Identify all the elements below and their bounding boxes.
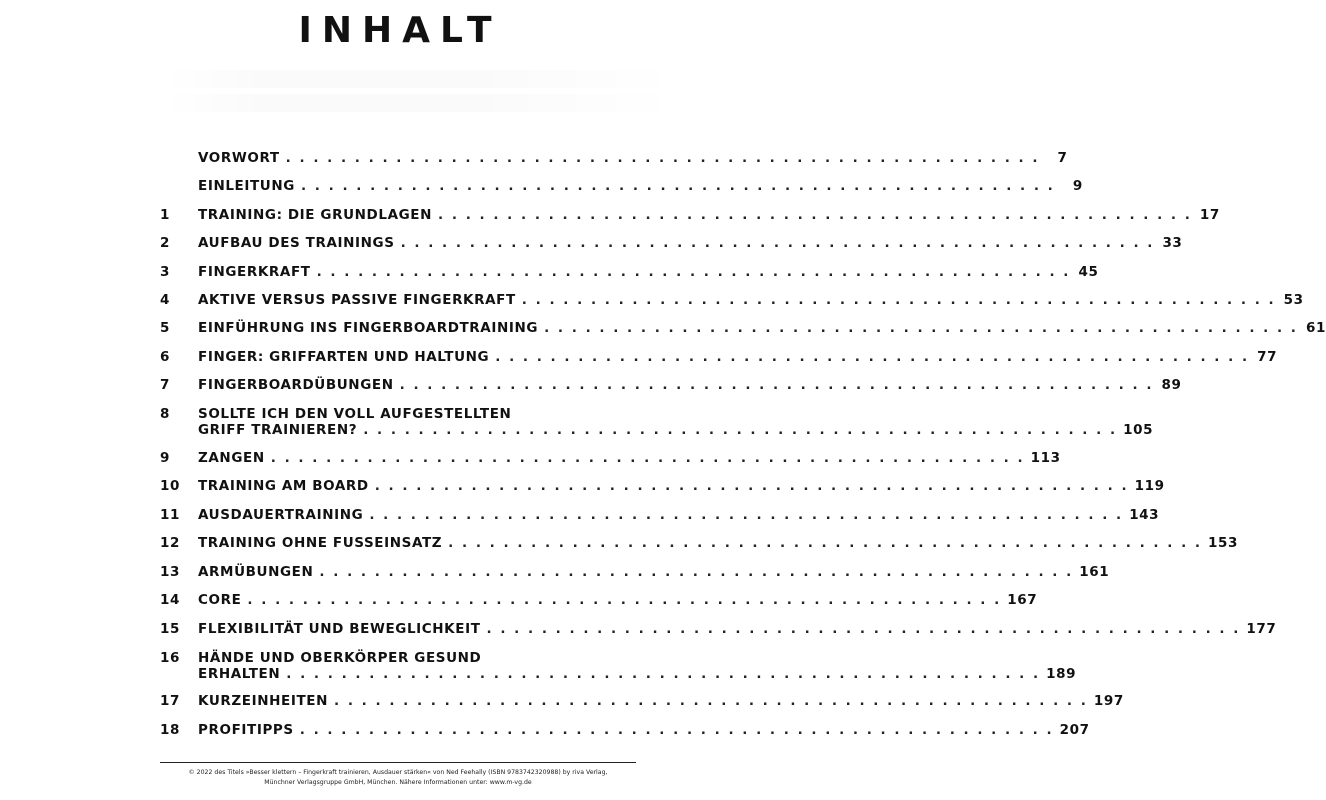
- toc-row: [198, 507, 1160, 523]
- page-number: 143: [1129, 507, 1160, 523]
- page-number: 113: [1030, 450, 1061, 466]
- chapter-title: FLEXIBILITÄT UND BEWEGLICHKEIT: [198, 621, 481, 637]
- toc-row: [198, 621, 1277, 637]
- dot-leader: . . . . . . . . . . . . . . . . . . . . . . . . . . . . . . . . . . . . . . . . . . . . . . . . . . . . . . .: [286, 666, 1041, 682]
- page-number: 189: [1046, 666, 1077, 682]
- page-number: 53: [1283, 292, 1304, 308]
- dot-leader: . . . . . . . . . . . . . . . . . . . . . . . . . . . . . . . . . . . . . . . . . . . . . . . . . . . . . . .: [285, 150, 1040, 166]
- chapter-number: 10: [160, 478, 180, 494]
- chapter-title: GRIFF TRAINIEREN?: [198, 422, 358, 438]
- toc-entry: [160, 235, 1183, 251]
- page-number: 177: [1246, 621, 1277, 637]
- toc-entry: [160, 621, 1277, 637]
- dot-leader: . . . . . . . . . . . . . . . . . . . . . . . . . . . . . . . . . . . . . . . . . . . . . . . . . . . . . . .: [399, 377, 1154, 393]
- chapter-title: CORE: [198, 592, 242, 608]
- page-number: 61: [1305, 320, 1326, 336]
- toc-row: [198, 535, 1239, 551]
- chapter-number: 6: [160, 349, 170, 365]
- chapter-number: 17: [160, 693, 180, 709]
- chapter-title-line-1: HÄNDE UND OBERKÖRPER GESUND: [198, 650, 482, 666]
- chapter-number: 5: [160, 320, 170, 336]
- toc-row: [198, 722, 1090, 738]
- chapter-title: TRAINING AM BOARD: [198, 478, 369, 494]
- toc-entry: [160, 478, 1165, 494]
- page-number: 77: [1257, 349, 1278, 365]
- toc-entry: [160, 507, 1160, 523]
- dot-leader: . . . . . . . . . . . . . . . . . . . . . . . . . . . . . . . . . . . . . . . . . . . . . . . . . . . . . . .: [334, 693, 1088, 709]
- dot-leader: . . . . . . . . . . . . . . . . . . . . . . . . . . . . . . . . . . . . . . . . . . . . . . . . . . . . . . .: [299, 722, 1054, 738]
- toc-row: [198, 666, 1077, 682]
- chapter-number: 12: [160, 535, 180, 551]
- page-number: 153: [1208, 535, 1239, 551]
- chapter-number: 14: [160, 592, 180, 608]
- toc-row: [198, 564, 1110, 580]
- toc-row: [198, 377, 1182, 393]
- page-number: 89: [1161, 377, 1182, 393]
- page-number: 17: [1199, 207, 1220, 223]
- copyright-line-1: © 2022 des Titels »Besser klettern – Fingerkraft trainieren, Ausdauer stärken« von Ned Feehally (ISBN 9783742320988) by riva Verlag,: [188, 769, 608, 776]
- toc-row: [198, 693, 1124, 709]
- chapter-number: 9: [160, 450, 170, 466]
- dot-leader: . . . . . . . . . . . . . . . . . . . . . . . . . . . . . . . . . . . . . . . . . . . . . . . . . . . . . . .: [270, 450, 1025, 466]
- dot-leader: . . . . . . . . . . . . . . . . . . . . . . . . . . . . . . . . . . . . . . . . . . . . . . . . . . . . . . .: [319, 564, 1074, 580]
- chapter-number: 3: [160, 264, 170, 280]
- chapter-number: 16: [160, 650, 180, 666]
- toc-entry: [160, 178, 1083, 194]
- page-number: 207: [1059, 722, 1090, 738]
- toc-entry: [160, 264, 1099, 280]
- chapter-title: ZANGEN: [198, 450, 265, 466]
- page-number: 33: [1162, 235, 1183, 251]
- toc-entry: [160, 406, 1154, 438]
- toc-entry: [160, 650, 1077, 682]
- toc-row: [198, 207, 1220, 223]
- chapter-number: 18: [160, 722, 180, 738]
- chapter-number: 1: [160, 207, 170, 223]
- dot-leader: . . . . . . . . . . . . . . . . . . . . . . . . . . . . . . . . . . . . . . . . . . . . . . . . . . . . . . .: [521, 292, 1276, 308]
- toc-row: [198, 592, 1038, 608]
- dot-leader: . . . . . . . . . . . . . . . . . . . . . . . . . . . . . . . . . . . . . . . . . . . . . . . . . . . . . . .: [486, 621, 1241, 637]
- page-title: INHALT: [298, 10, 502, 51]
- toc-row: [198, 264, 1099, 280]
- chapter-title: FINGER: GRIFFARTEN UND HALTUNG: [198, 349, 490, 365]
- toc-row: [198, 235, 1183, 251]
- chapter-number: 15: [160, 621, 180, 637]
- chapter-title: TRAINING OHNE FUSSEINSATZ: [198, 535, 443, 551]
- dot-leader: . . . . . . . . . . . . . . . . . . . . . . . . . . . . . . . . . . . . . . . . . . . . . . . . . . . . . . .: [448, 535, 1203, 551]
- dot-leader: . . . . . . . . . . . . . . . . . . . . . . . . . . . . . . . . . . . . . . . . . . . . . . . . . . . . . . .: [495, 349, 1250, 365]
- toc-row: [198, 450, 1061, 466]
- dot-leader: . . . . . . . . . . . . . . . . . . . . . . . . . . . . . . . . . . . . . . . . . . . . . . . . . . . . . . .: [400, 235, 1155, 251]
- toc-entry: [160, 320, 1326, 336]
- chapter-title: FINGERBOARDÜBUNGEN: [198, 377, 394, 393]
- page-number: 45: [1078, 264, 1099, 280]
- toc-row: [198, 478, 1165, 494]
- toc-row: [198, 422, 1154, 438]
- chapter-title: KURZEINHEITEN: [198, 693, 328, 709]
- chapter-title: TRAINING: DIE GRUNDLAGEN: [198, 207, 433, 223]
- dot-leader: . . . . . . . . . . . . . . . . . . . . . . . . . . . . . . . . . . . . . . . . . . . . . . . . . . . . . . .: [300, 178, 1055, 194]
- dot-leader: . . . . . . . . . . . . . . . . . . . . . . . . . . . . . . . . . . . . . . . . . . . . . . . . . . . . . . .: [247, 592, 1002, 608]
- copyright-line-2: Münchner Verlagsgruppe GmbH, München. Nähere Informationen unter: www.m-vg.de: [264, 779, 532, 786]
- toc-row: [198, 292, 1304, 308]
- page-number: 105: [1123, 422, 1154, 438]
- toc-row: [198, 150, 1068, 166]
- copyright-footer: [160, 768, 636, 788]
- dot-leader: . . . . . . . . . . . . . . . . . . . . . . . . . . . . . . . . . . . . . . . . . . . . . . . . . . . . . . .: [374, 478, 1129, 494]
- page-number: 7: [1057, 150, 1068, 166]
- page-number: 9: [1072, 178, 1083, 194]
- chapter-number: 2: [160, 235, 170, 251]
- toc-entry: [160, 377, 1182, 393]
- chapter-title: ERHALTEN: [198, 666, 281, 682]
- chapter-title: EINLEITUNG: [198, 178, 295, 194]
- toc-entry: [160, 450, 1061, 466]
- dot-leader: . . . . . . . . . . . . . . . . . . . . . . . . . . . . . . . . . . . . . . . . . . . . . . . . . . . . . . .: [544, 320, 1298, 336]
- dot-leader: . . . . . . . . . . . . . . . . . . . . . . . . . . . . . . . . . . . . . . . . . . . . . . . . . . . . . . .: [369, 507, 1124, 523]
- toc-entry: [160, 207, 1220, 223]
- toc-entry: [160, 150, 1068, 166]
- chapter-number: 7: [160, 377, 170, 393]
- chapter-title: AKTIVE VERSUS PASSIVE FINGERKRAFT: [198, 292, 516, 308]
- dot-leader: . . . . . . . . . . . . . . . . . . . . . . . . . . . . . . . . . . . . . . . . . . . . . . . . . . . . . . .: [363, 422, 1118, 438]
- chapter-title: FINGERKRAFT: [198, 264, 311, 280]
- dot-leader: . . . . . . . . . . . . . . . . . . . . . . . . . . . . . . . . . . . . . . . . . . . . . . . . . . . . . . .: [316, 264, 1071, 280]
- chapter-title: PROFITIPPS: [198, 722, 294, 738]
- dot-leader: . . . . . . . . . . . . . . . . . . . . . . . . . . . . . . . . . . . . . . . . . . . . . . . . . . . . . . .: [438, 207, 1192, 223]
- toc-row: [198, 349, 1278, 365]
- chapter-title: EINFÜHRUNG INS FINGERBOARDTRAINING: [198, 320, 539, 336]
- toc-row: [198, 320, 1326, 336]
- chapter-title-line-1: SOLLTE ICH DEN VOLL AUFGESTELLTEN: [198, 406, 512, 422]
- chapter-number: 4: [160, 292, 170, 308]
- chapter-title: AUSDAUERTRAINING: [198, 507, 364, 523]
- page-number: 161: [1079, 564, 1110, 580]
- toc-entry: [160, 349, 1278, 365]
- toc-entry: [160, 693, 1124, 709]
- footer-divider: [160, 762, 636, 763]
- toc-row: [198, 178, 1083, 194]
- chapter-title: AUFBAU DES TRAININGS: [198, 235, 395, 251]
- toc-entry: [160, 564, 1110, 580]
- toc-entry: [160, 722, 1090, 738]
- toc-entry: [160, 592, 1038, 608]
- chapter-title: VORWORT: [198, 150, 280, 166]
- chapter-number: 11: [160, 507, 180, 523]
- page-number: 197: [1093, 693, 1124, 709]
- toc-entry: [160, 292, 1304, 308]
- page-number: 167: [1007, 592, 1038, 608]
- chapter-number: 13: [160, 564, 180, 580]
- page-number: 119: [1134, 478, 1165, 494]
- chapter-number: 8: [160, 406, 170, 422]
- toc-entry: [160, 535, 1239, 551]
- chapter-title: ARMÜBUNGEN: [198, 564, 314, 580]
